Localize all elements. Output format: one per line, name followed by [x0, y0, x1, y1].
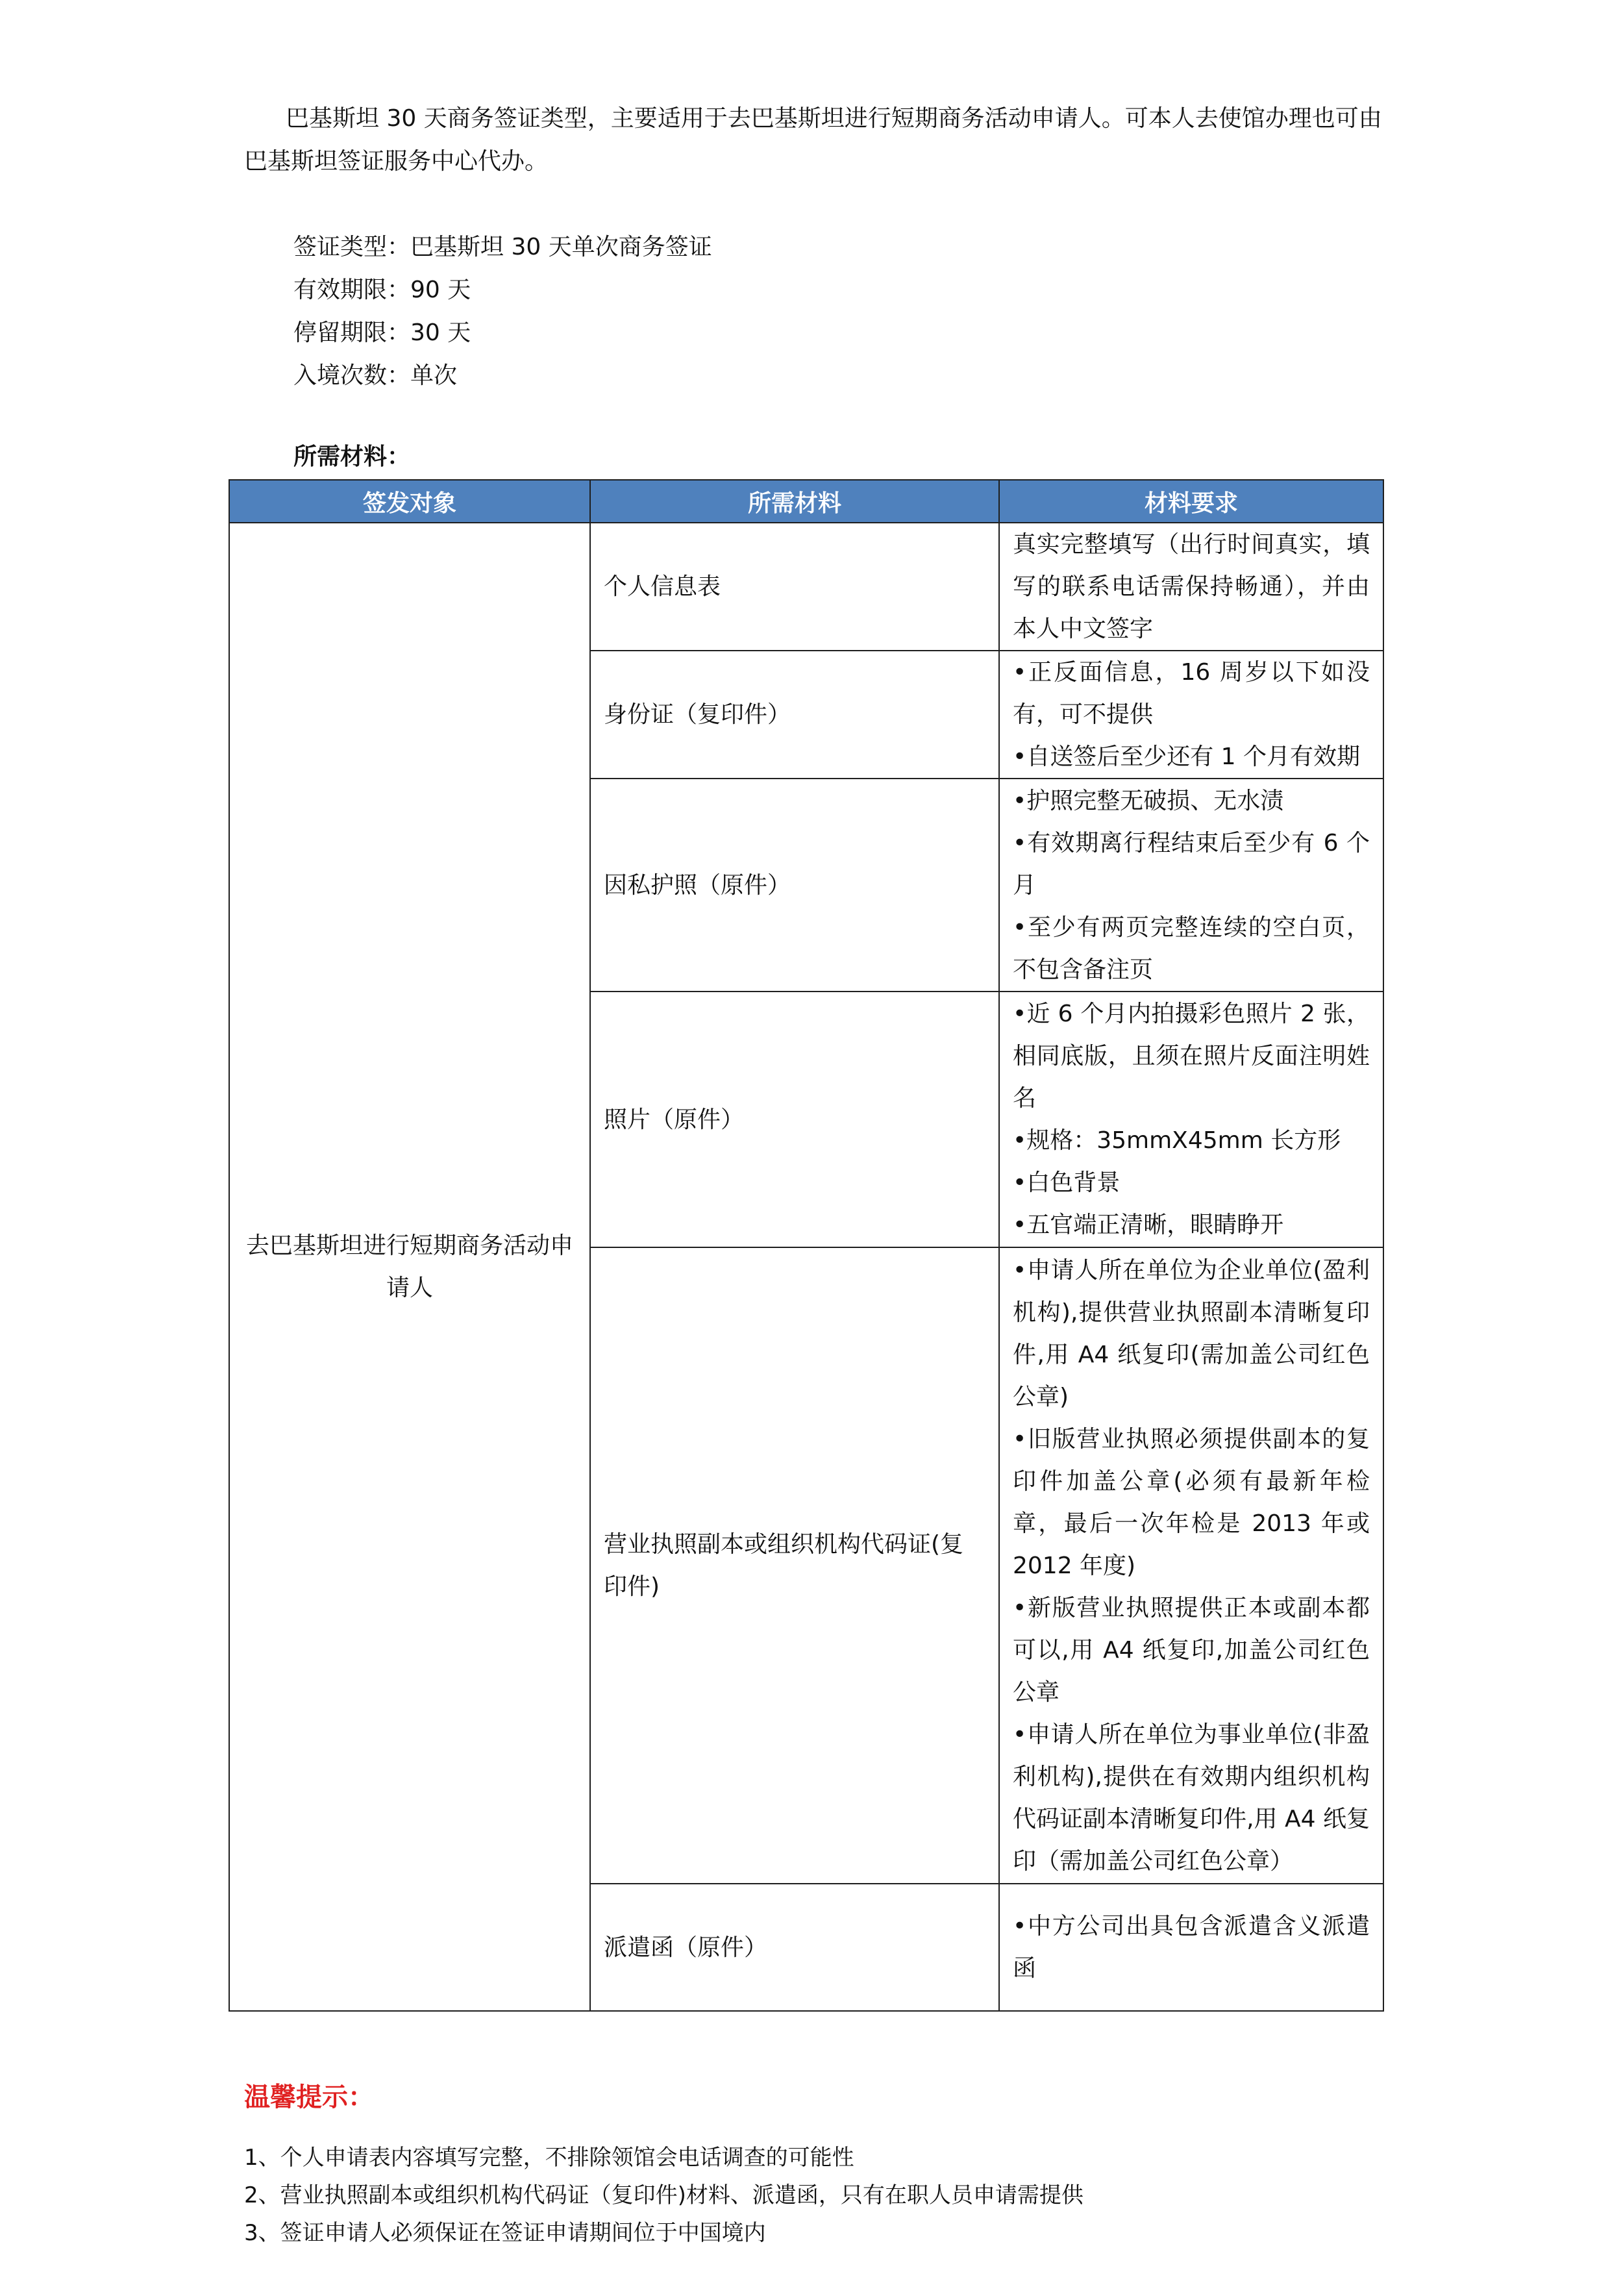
- visa-info-label: 有效期限：: [293, 277, 411, 303]
- target-cell: 去巴基斯坦进行短期商务活动申请人: [229, 523, 590, 2011]
- requirement-item: •新版营业执照提供正本或副本都可以,用 A4 纸复印,加盖公司红色公章: [1013, 1594, 1370, 1706]
- requirements-cell: [999, 1884, 1383, 2011]
- requirements-cell: [999, 523, 1383, 651]
- requirement-item: 真实完整填写（出行时间真实，填写的联系电话需保持畅通），并由本人中文签字: [1013, 531, 1370, 642]
- materials-table: [229, 479, 1384, 2012]
- tip-item: 1、个人申请表内容填写完整，不排除领馆会电话调查的可能性: [244, 2145, 854, 2171]
- requirement-item: •自送签后至少还有 1 个月有效期: [1013, 743, 1361, 770]
- tips-heading: 温馨提示：: [244, 2082, 374, 2112]
- requirement-item: •近 6 个月内拍摄彩色照片 2 张，相同底版，且须在照片反面注明姓名: [1013, 1001, 1370, 1112]
- intro-text: 巴基斯坦 30 天商务签证类型，主要适用于去巴基斯坦进行短期商务活动申请人。可本人去使馆办理也可由巴基斯坦签证服务中心代办。: [244, 105, 1382, 175]
- visa-info-value: 巴基斯坦 30 天单次商务签证: [410, 234, 712, 260]
- tip-item: 2、营业执照副本或组织机构代码证（复印件)材料、派遣函，只有在职人员申请需提供: [244, 2182, 1084, 2208]
- visa-info-value: 90 天: [410, 277, 471, 303]
- requirements-cell: [999, 779, 1383, 992]
- tip-item: 3、签证申请人必须保证在签证申请期间位于中国境内: [244, 2220, 766, 2246]
- tips-list: [244, 2139, 1084, 2252]
- visa-info-type: [293, 226, 712, 269]
- material-cell: 因私护照（原件）: [590, 779, 999, 992]
- header-requirements: 材料要求: [999, 480, 1383, 523]
- requirement-item: •白色背景: [1013, 1169, 1121, 1196]
- visa-info-value: 单次: [410, 362, 458, 389]
- requirement-item: •五官端正清晰，眼睛睁开: [1013, 1212, 1284, 1238]
- requirement-item: •旧版营业执照必须提供副本的复印件加盖公章(必须有最新年检章，最后一次年检是 2013 年或 2012 年度): [1013, 1425, 1370, 1579]
- intro-paragraph: [244, 97, 1387, 183]
- table-header-row: [229, 480, 1383, 523]
- requirement-item: •规格：35mmX45mm 长方形: [1013, 1127, 1341, 1154]
- header-material: 所需材料: [590, 480, 999, 523]
- material-cell: 身份证（复印件）: [590, 651, 999, 779]
- visa-info-list: [293, 226, 712, 397]
- material-cell: 个人信息表: [590, 523, 999, 651]
- visa-info-label: 停留期限：: [293, 319, 411, 346]
- visa-info-stay: [293, 312, 712, 355]
- visa-info-entries: [293, 355, 712, 397]
- visa-info-label: 签证类型：: [293, 234, 411, 260]
- requirement-item: •申请人所在单位为企业单位(盈利机构),提供营业执照副本清晰复印件,用 A4 纸复印(需加盖公司红色公章): [1013, 1256, 1370, 1410]
- requirements-cell: [999, 1247, 1383, 1884]
- material-cell: 派遣函（原件）: [590, 1884, 999, 2011]
- requirements-cell: [999, 651, 1383, 779]
- materials-heading: 所需材料：: [293, 443, 411, 470]
- header-target: 签发对象: [229, 480, 590, 523]
- requirement-item: •有效期离行程结束后至少有 6 个月: [1013, 829, 1370, 899]
- visa-info-value: 30 天: [410, 319, 471, 346]
- requirement-item: •申请人所在单位为事业单位(非盈利机构),提供在有效期内组织机构代码证副本清晰复印件,用 A4 纸复印（需加盖公司红色公章）: [1013, 1721, 1370, 1875]
- requirement-item: •至少有两页完整连续的空白页，不包含备注页: [1013, 914, 1370, 983]
- material-cell: 照片（原件）: [590, 992, 999, 1247]
- table-row: [229, 523, 1383, 651]
- visa-info-validity: [293, 269, 712, 312]
- requirements-cell: [999, 992, 1383, 1247]
- visa-info-label: 入境次数：: [293, 362, 411, 389]
- requirement-item: •护照完整无破损、无水渍: [1013, 787, 1284, 814]
- material-cell: 营业执照副本或组织机构代码证(复印件): [590, 1247, 999, 1884]
- requirement-item: •正反面信息，16 周岁以下如没有，可不提供: [1013, 659, 1370, 728]
- requirement-item: •中方公司出具包含派遣含义派遣函: [1013, 1913, 1370, 1982]
